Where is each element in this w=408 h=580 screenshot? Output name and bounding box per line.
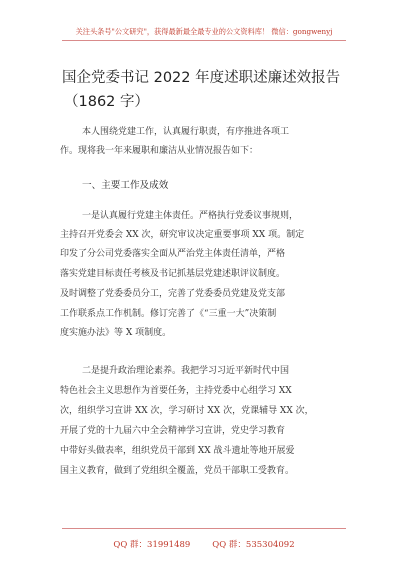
header-divider — [62, 40, 346, 41]
header-note: 关注头条号"公文研究"，获得最新最全最专业的公文资料库！ 微信：gongwenyj — [75, 27, 333, 36]
paragraph-line: 国主义教育，做到了党组织全覆盖，党员干部职工受教育。 — [60, 466, 295, 476]
footer-contact — [0, 538, 408, 550]
paragraph-line: 印发了分公司党委落实全面从严治党主体责任清单，严格 — [60, 249, 286, 259]
paragraph-line: 特色社会主义思想作为首要任务，主持党委中心组学习 XX — [60, 386, 292, 396]
intro-line: 本人围绕党建工作，认真履行职责，有序推进各项工 — [82, 127, 290, 137]
paragraph-line: 及时调整了党委委员分工，完善了党委委员党建及党支部 — [60, 289, 286, 299]
intro-line: 作。现将我一年来履职和廉洁从业情况报告如下： — [60, 146, 259, 156]
paragraph-line: 中带好头做表率，组织党员干部到 XX 战斗遗址等地开展爱 — [60, 446, 295, 456]
section-heading: 一、主要工作及成效 — [82, 180, 169, 191]
paragraph-line: 度实施办法》等 X 项制度。 — [60, 328, 172, 338]
paragraph-line: 落实党建目标责任考核及书记抓基层党建述职评议制度。 — [60, 269, 286, 279]
paragraph-line: 主持召开党委会 XX 次，研究审议决定重要事项 XX 项。制定 — [60, 230, 305, 240]
paragraph-line: 一是认真履行党建主体责任。严格执行党委议事规则， — [82, 211, 299, 221]
footer-divider — [62, 528, 346, 529]
paragraph-line: 次，组织学习宣讲 XX 次，学习研讨 XX 次，党课辅导 XX 次， — [60, 406, 314, 416]
document-title: 国企党委书记 2022 年度述职述廉述效报告 — [62, 70, 341, 86]
footer-qq-group-1: QQ 群：31991489 — [113, 540, 191, 550]
footer-qq-group-2: QQ 群：535304092 — [212, 540, 295, 550]
paragraph-line: 开展了党的十九届六中全会精神学习宣讲，党史学习教育 — [60, 426, 286, 436]
paragraph-line: 二是提升政治理论素养。我把学习习近平新时代中国 — [82, 366, 290, 376]
document-title-wordcount: （1862 字） — [64, 94, 150, 110]
paragraph-line: 工作联系点工作机制。修订完善了《“三重一大”决策制 — [60, 309, 277, 319]
